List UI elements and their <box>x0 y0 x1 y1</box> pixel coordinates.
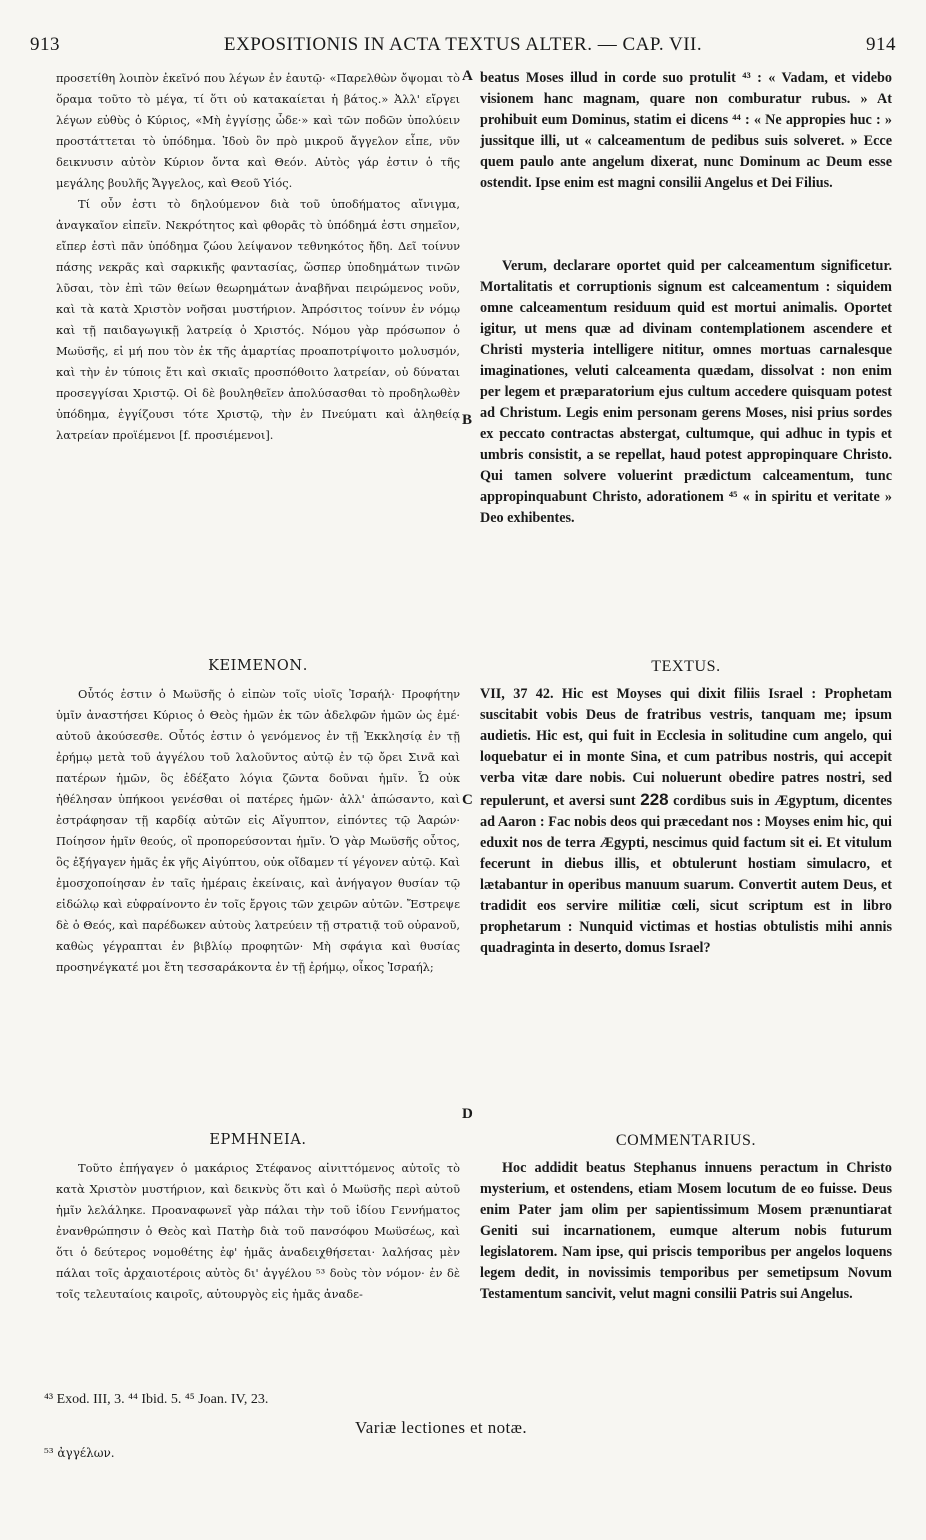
latin-paragraph-3-end: cordibus suis in Ægyptum, dicentes ad Aaron : Fac nobis deos qui præcedant nos : Moyses enim hic, qui eduxit nos de terra Ægypti, nescimus quid factum sit ei. Et vitulum fecerunt in diebus illis, et obtulerunt hostiam simulacro, et lætabantur in operibus manuum suarum. Convertit autem Deus, et tradidit eos servire militiæ cœli, sicut scriptum est in libro prophetarum : Nunquid victimas et hostias obtulistis mihi annis quadraginta in deserto, domus Israel? <box>480 793 892 956</box>
latin-heading-textus: TEXTUS. <box>651 658 721 675</box>
latin-commentary-block <box>480 1158 892 1372</box>
greek-text-block <box>56 684 460 1128</box>
footnote-references: ⁴³ Exod. III, 3. ⁴⁴ Ibid. 5. ⁴⁵ Joan. IV, 23. <box>44 1392 269 1407</box>
latin-paragraph-3-start: VII, 37 42. Hic est Moyses qui dixit filiis Israel : Prophetam suscitabit vobis Deus de fratribus vestris, tanquam me; ipsum audietis. Hic est, qui fuit in Ecclesia in solitudine cum angelo, qui loquebatur ei in monte Sina, et cum patribus nostris, qui accepit verba vitæ dare nobis. Cui noluerunt obedire patres nostri, sed repulerunt, et aversi sunt <box>480 686 892 809</box>
greek-heading-hermeneia: ΕΡΜΗΝΕΙΑ. <box>209 1132 307 1148</box>
latin-calceamentum-block <box>480 256 892 656</box>
page-header <box>30 34 896 60</box>
marker-a: A <box>462 68 473 84</box>
latin-paragraph-4: Hoc addidit beatus Stephanus innuens peractum in Christo mysterium, et ostendens, etiam Mosem locutum de eo fuisse. Deus enim Pater jam olim per sapientissimum Mosem prænuntiarat Geniti sui incarnationem, eumque alterum nobis futurum legislatorem. Nam ipse, qui priscis temporibus per angelos loquens legem dedit, in novissimis temporibus per semetipsum Novum Testamentum sancivit, velut magni consilii Patris sui Angelus. <box>480 1160 892 1302</box>
latin-text-block <box>480 684 892 1096</box>
latin-paragraph-1: beatus Moses illud in corde suo protulit ⁴³ : « Vadam, et videbo visionem hanc magnam, quare non comburatur rubus. » At prohibuit eum Dominus, statim ei dicens ⁴⁴ : « Ne appropies huc : » jussitque illi, ut « calceamentum de pedibus suis solveret. » Ecce quem paulo ante angelum dixerat, nunc Dominum ac Deum esse ostendit. Ipse enim est magni consilii Angelus et Dei Filius. <box>480 70 892 191</box>
greek-paragraph-4: Τοῦτο ἐπήγαγεν ὁ μακάριος Στέφανος αἰνιττόμενος αὐτοῖς τὸ κατὰ Χριστὸν μυστήριον, καὶ δεικνὺς ὅτι καὶ ὁ Μωϋσῆς περὶ αὐτοῦ ἡμῖν λελάληκε. Προαναφωνεῖ γὰρ πάλαι τὴν τοῦ ἰδίου Γεννήματος ἐνανθρώπησιν ὁ Θεὸς καὶ Πατὴρ διὰ τοῦ πανσόφου Μωϋσέως, καὶ ὅτι ὁ δεύτερος νομοθέτης ἐφ' ἡμᾶς ἀναδειχθήσεται· λαλήσας μὲν πάλαι τοῖς ἀρχαιοτέροις αὐτὸς δι' ἀγγέλου ⁵³ δοὺς τὸν νόμον· ἐν δὲ τοῖς τελευταίοις καιροῖς, αὐτουργὸς εἰς ἡμᾶς ἀναδε- <box>56 1161 460 1301</box>
greek-paragraph-1: προσετίθη λοιπὸν ἐκεῖνό που λέγων ἐν ἑαυτῷ· «Παρελθὼν ὄψομαι τὸ ὅραμα τοῦτο τὸ μέγα, τί ὅτι οὐ κατακαίεται ἡ βάτος.» Ἀλλ' εἴργει λέγων εὐθὺς ὁ Κύριος, «Μὴ ἐγγίσῃς ὧδε·» καὶ τῶν ποδῶν ὑπολύειν προστάττεται τὸ ὑπόδημα. Ἰδοὺ ὃν πρὸ μικροῦ ἄγγελον εἶπε, νῦν δεικνυσιν αὐτὸν Κύριον ὄντα καὶ Θεόν. Αὐτὸς γάρ ἐστιν ὁ τῆς μεγάλης βουλῆς Ἄγγελος, καὶ Θεοῦ Υἱός. <box>56 71 460 190</box>
greek-paragraph-3: Οὗτός ἐστιν ὁ Μωϋσῆς ὁ εἰπὼν τοῖς υἱοῖς Ἰσραήλ· Προφήτην ὑμῖν ἀναστήσει Κύριος ὁ Θεὸς ἡμῶν ἐκ τῶν ἀδελφῶν ἡμῶν ὡς ἐμέ· αὐτοῦ ἀκούσεσθε. Οὗτός ἐστιν ὁ γενόμενος ἐν τῇ Ἐκκλησίᾳ ἐν τῇ ἐρήμῳ μετὰ τοῦ ἀγγέλου τοῦ λαλοῦντος αὐτῷ ἐν τῷ ὄρει Σινᾶ καὶ πατέρων ἡμῶν, ὃς ἐδέξατο λόγια ζῶντα δοῦναι ἡμῖν. Ὧ οὐκ ἠθέλησαν ὑπήκοοι γενέσθαι οἱ πατέρες ἡμῶν· ἀλλ' ἀπώσαντο, καὶ ἐστράφησαν τῇ καρδίᾳ αὐτῶν εἰς Αἴγυπτον, εἰπόντες τῷ Ἀαρών· Ποίησον ἡμῖν θεούς, οἳ προπορεύσονται ἡμῖν. Ὁ γὰρ Μωϋσῆς οὗτος, ὃς ἐξήγαγεν ἡμᾶς ἐκ γῆς Αἰγύπτου, οὐκ οἴδαμεν τί γέγονεν αὐτῷ. Καὶ ἐμοσχοποίησαν ἐν ταῖς ἡμέραις ἐκείναις, καὶ ἀνήγαγον θυσίαν τῷ εἰδώλῳ καὶ εὐφραίνοντο ἐν τοῖς ἔργοις τῶν χειρῶν αὐτῶν. Ἔστρεψε δὲ ὁ Θεός, καὶ παρέδωκεν αὐτοὺς λατρεύειν τῇ στρατιᾷ τοῦ οὐρανοῦ, καθὼς γέγραπται ἐν βιβλίῳ προφητῶν· Μὴ σφάγια καὶ θυσίας προσηνέγκατέ μοι ἔτη τεσσαράκοντα ἐν τῇ ἐρήμῳ, οἶκος Ἰσραήλ; <box>56 687 460 974</box>
running-title: EXPOSITIONIS IN ACTA TEXTUS ALTER. — CAP. VII. <box>223 34 703 55</box>
greek-paragraph-2: Τί οὖν ἐστι τὸ δηλούμενον διὰ τοῦ ὑποδήματος αἴνιγμα, ἀναγκαῖον εἰπεῖν. Νεκρότητος καὶ φθορᾶς τὸ ὑπόδημά ἐστι σημεῖον, εἴπερ ἐστὶ πᾶν ὑπόδημα ζώου λείψανον τεθνηκότος ἤδη. Δεῖ τοίνυν πάσης νεκρᾶς καὶ σαρκικῆς φαντασίας, ὥσπερ ὑποδημάτων τινῶν λῦσαι, τὸν ἐπὶ τῶν θείων θεωρημάτων ἀναβῆναι πειρώμενος νοῦν, καὶ τὰ κατὰ Χριστὸν νοῆσαι μυστήριον. Ἀπρόσιτος τοίνυν ἐν νόμῳ καὶ τῇ παιδαγωγικῇ λατρείᾳ ὁ Χριστός. Νόμου γὰρ πρόσωπον ὁ Μωϋσῆς, εἰ μή που τὸν ἐκ τῆς ἁμαρτίας προαποτρίψοιτο μολυσμόν, καὶ τὴν ἐν τύποις ἔτι καὶ σκιαῖς προσπόθοιτο λατρείαν, οὐ δύναται προσεγγίσαι Χριστῷ. Οἱ δὲ βουληθεῖεν ἀπολύσασθαι τὸ προδηλωθὲν ὑπόδημα, ἐγγίζουσι τότε Χριστῷ, τὴν ἐν Πνεύματι καὶ ἀληθείᾳ λατρείαν προϊέμενοι [f. προσιέμενοι]. <box>56 197 460 442</box>
marker-c: C <box>462 792 473 808</box>
marker-b: B <box>462 412 473 428</box>
latin-paragraph-2: Verum, declarare oportet quid per calceamentum significetur. Mortalitatis et corruptionis signum est calceamentum : siquidem omne calceamentum residuum quid est mortui animalis. Oportet igitur, ut mens quæ ad divinam contemplationem ascendere et Christi mysteria intelligere nititur, omnes mortuas carnalesque imaginationes, veluti calceamenta quædam, dissolvat : non enim per legem et præparatorium ejus cultum accedere quisquam potest ad Christum. Legis enim personam gerens Moses, nisi prius sordes ex peccato contractas abstergat, cultumque, qui adhuc in typis et umbris consistit, a se repellat, haud potest appropinquare Christo. Qui tamen solvere voluerint prædictum calceamentum, tunc appropinquabunt Christo, adorationem ⁴⁵ « in spiritu et veritate » Deo exhibentes. <box>480 258 892 526</box>
greek-commentary-block <box>56 1158 460 1372</box>
page-number-right: 914 <box>866 34 896 55</box>
greek-footnote: ⁵³ ἀγγέλων. <box>44 1446 115 1460</box>
variae-lectiones-heading: Variæ lectiones et notæ. <box>355 1418 528 1437</box>
greek-intro-block <box>56 68 460 640</box>
page-number-left: 913 <box>30 34 60 55</box>
latin-heading-commentarius: COMMENTARIUS. <box>615 1132 757 1149</box>
marker-d: D <box>462 1106 473 1122</box>
latin-paragraph-3 <box>480 684 892 959</box>
greek-heading-keimenon: ΚΕΙΜΕΝΟΝ. <box>208 658 308 674</box>
latin-intro-block <box>480 68 892 254</box>
column-number-228: 228 <box>640 790 669 809</box>
